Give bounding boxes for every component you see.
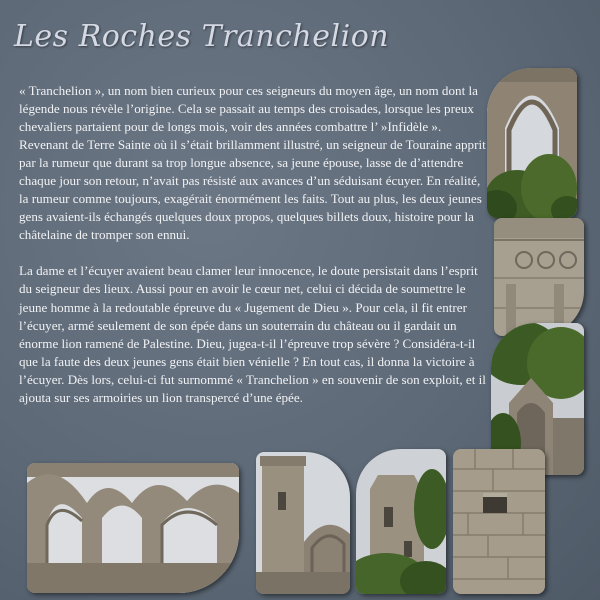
story-paragraph-2: La dame et l’écuyer avaient beau clamer leur innocence, le doute persistait dans l’esprit du seigneur des lieux. Aussi pour en avoir le cœur net, celui ci décida de soumettre le jeune homme à la redoutable épreuve du « Jugement de Dieu ». Pour cela, il fit entrer l’écuyer, armé seulement de son épée dans un souterrain du château ou il gardait un énorme lion ramené de Palestine. Dieu, jugea-t-il l’épreuve trop sévère ? Considéra-t-il que la faute des deux jeunes gens était bien vénielle ? En tout cas, il donna la victoire à l’écuyer. Dès lors, celui-ci fut surnommé « Tranchelion » en souvenir de son exploit, et il ajouta sur ses armoiries un lion transpercé d’une épée. [19,263,486,405]
story-text [19,82,488,425]
page-title: Les Roches Tranchelion [14,19,390,54]
photo-stone-tower [256,452,350,594]
photo-stone-window [453,449,545,594]
photo-ivy-tower [356,449,446,594]
story-paragraph-1: « Tranchelion », un nom bien curieux pour ces seigneurs du moyen âge, un nom dont la légende nous révèle l’origine. Cela se passait au temps des croisades, lorsque les preux chevaliers partaient pour de longs mois, voir des années combattre l’ »Infidèle ». Revenant de Terre Sainte où il s’était brillamment illustré, un seigneur de Touraine apprit par la rumeur que durant sa trop longue absence, sa jeune épouse, lasse de d’attendre chaque jour son retour, n’avait pas résisté aux avances d’un séduisant écuyer. En réalité, la rumeur comme toujours, exagérait énormément les faits. Tout au plus, les deux jeunes gens avaient-ils échangés quelques doux propos, quelques billets doux, histoire pour la châtelaine de tromper son ennui. [19,83,486,243]
photo-carved-stone [494,218,584,336]
photo-gothic-arch [487,68,577,218]
photo-ruined-nave [27,463,239,593]
